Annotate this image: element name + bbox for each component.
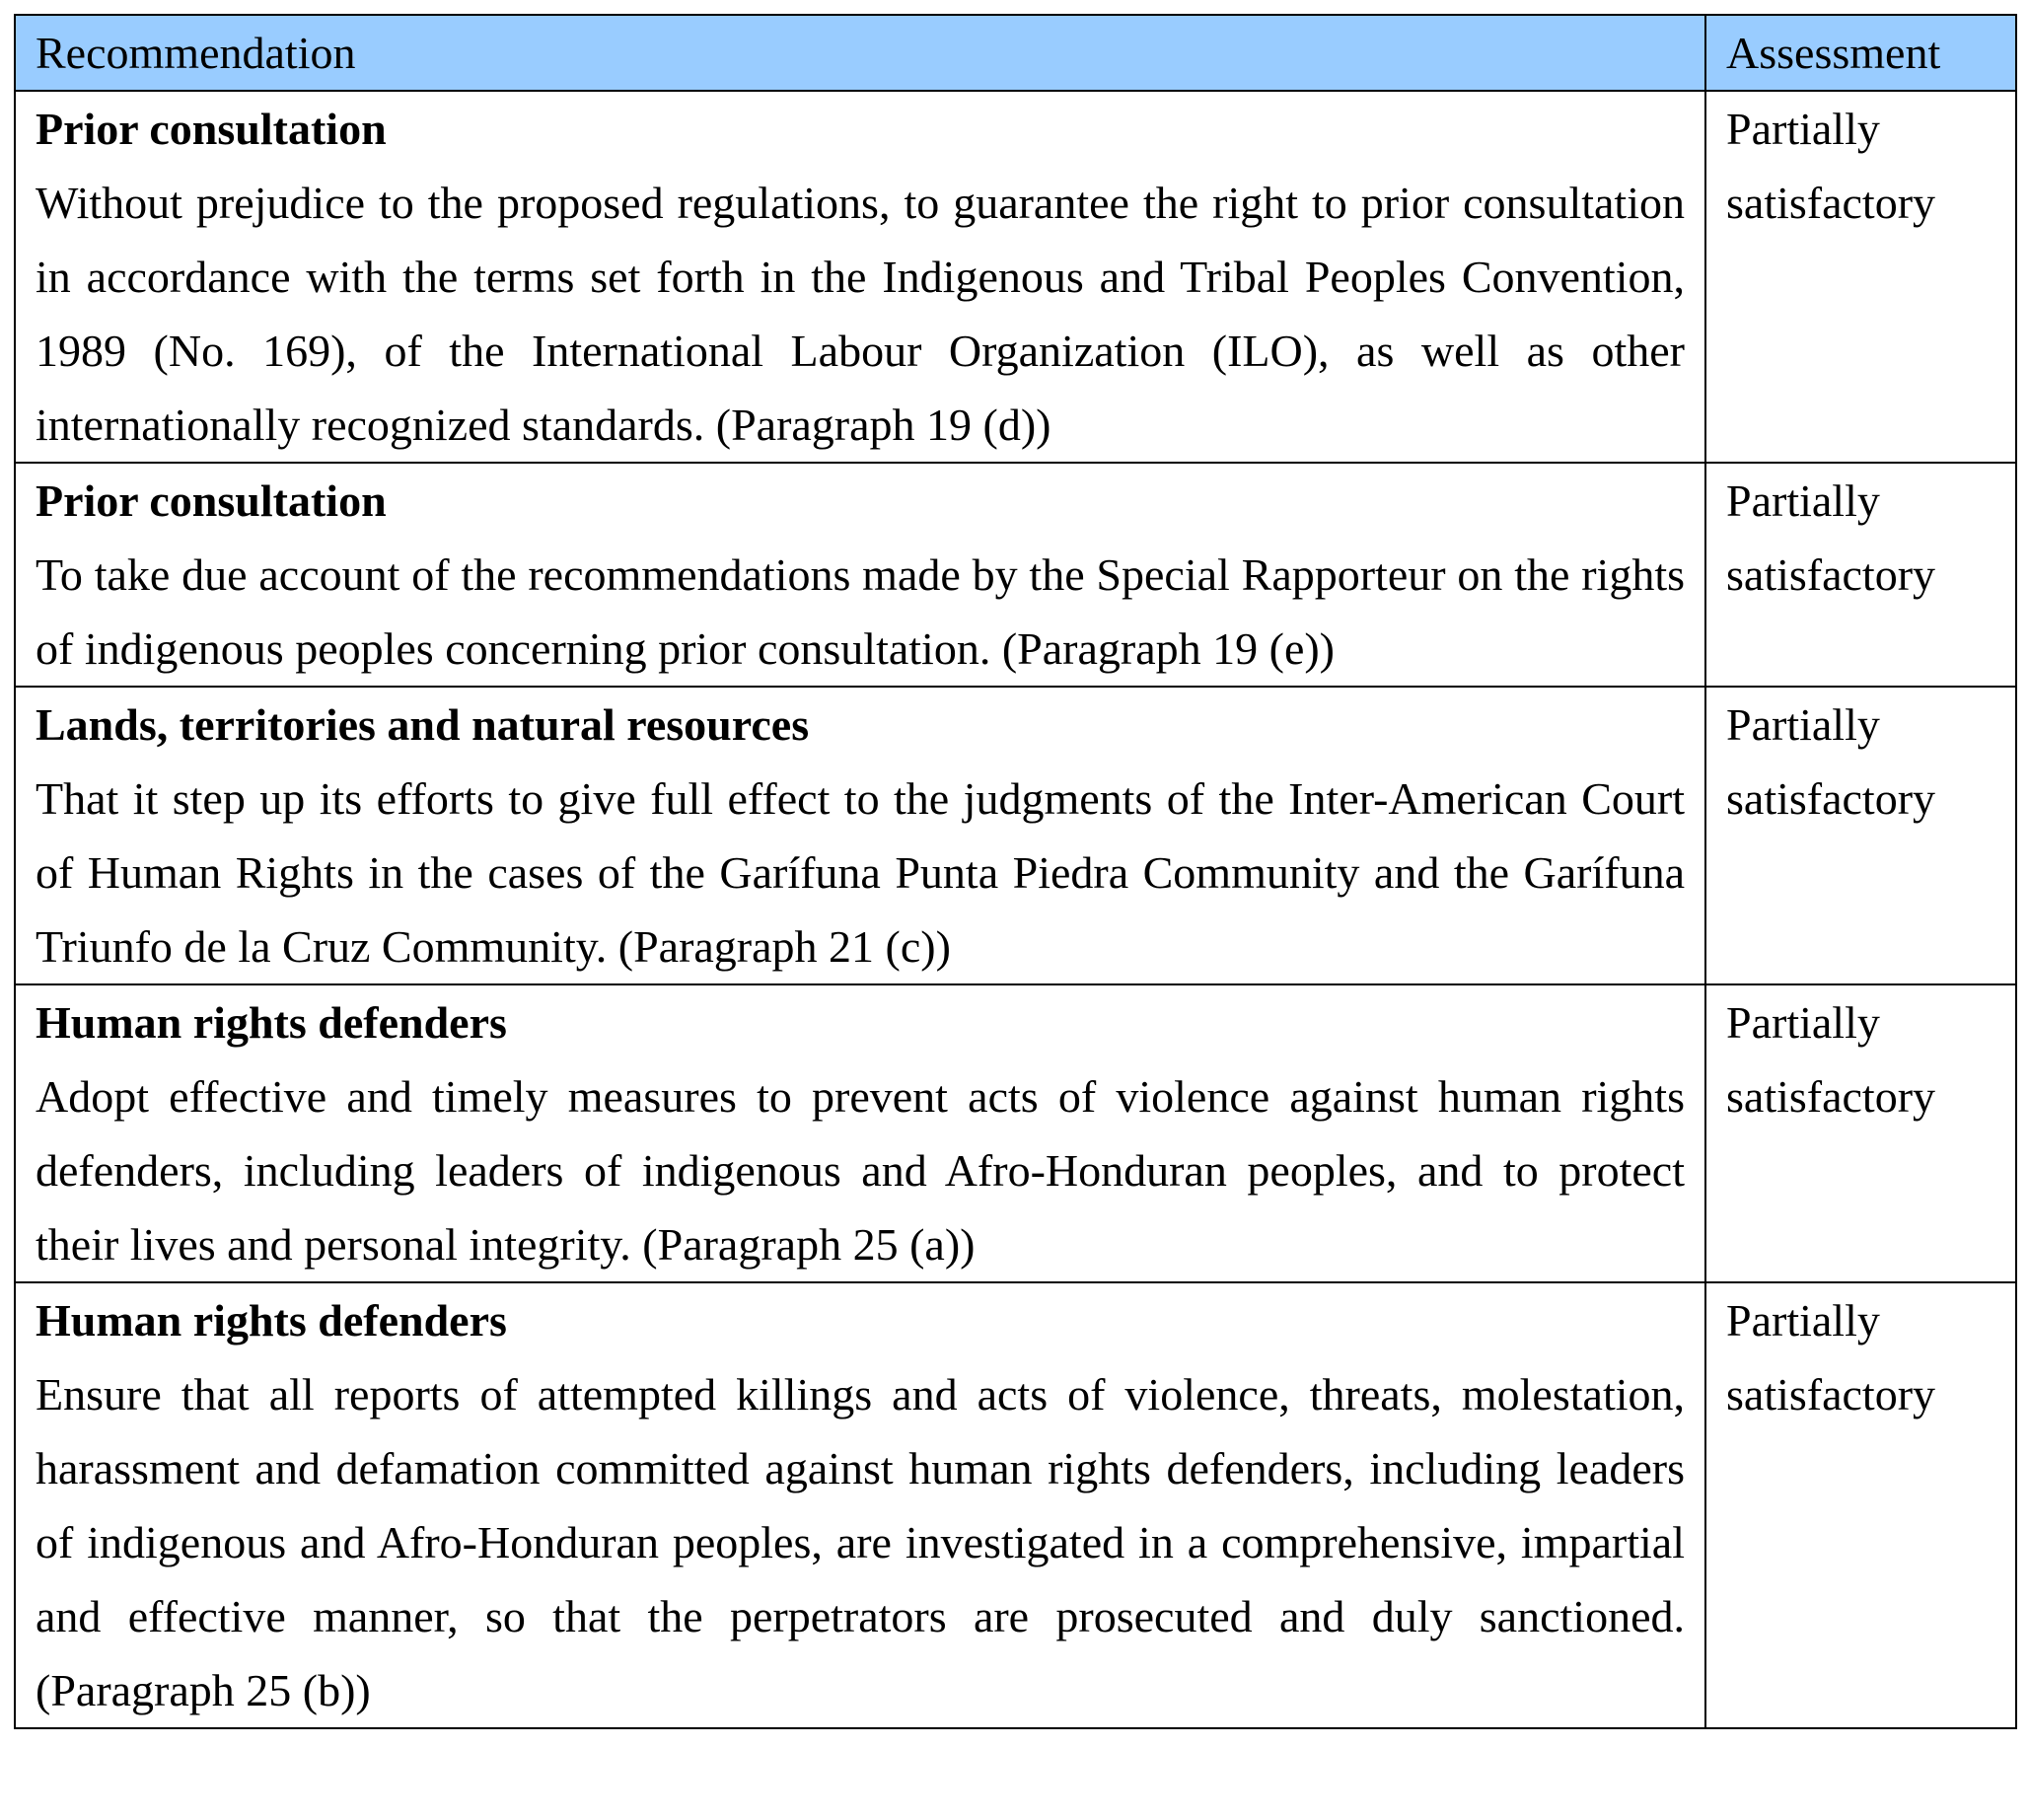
assessment-cell xyxy=(1705,984,2016,1282)
assessment-cell xyxy=(1705,1282,2016,1728)
recommendation-text: That it step up its efforts to give full effect to the judgments of the Inter-American Court of Human Rights in the cases of the Garífuna Punta Piedra Community and the Garífuna Triunfo de la Cruz Community. (Paragraph 21 (c)) xyxy=(36,773,1685,972)
recommendation-text: Without prejudice to the proposed regulations, to guarantee the right to prior consultation in accordance with the terms set forth in the Indigenous and Tribal Peoples Convention, 1989 (No. 169), of the International Labour Organization (ILO), as well as other internationally recognized standards. (Paragraph 19 (d)) xyxy=(36,178,1685,450)
table-row xyxy=(15,687,2016,984)
recommendation-title: Human rights defenders xyxy=(36,997,507,1048)
table-row xyxy=(15,91,2016,463)
recommendations-table xyxy=(14,14,2017,1729)
recommendation-title: Lands, territories and natural resources xyxy=(36,699,810,750)
column-header-assessment: Assessment xyxy=(1705,15,2016,91)
assessment-cell xyxy=(1705,463,2016,687)
assessment-value: Partially satisfactory xyxy=(1726,104,1936,228)
recommendation-text: To take due account of the recommendations made by the Special Rapporteur on the rights of indigenous peoples concerning prior consultation. (Paragraph 19 (e)) xyxy=(36,549,1685,674)
recommendation-title: Human rights defenders xyxy=(36,1295,507,1346)
recommendation-title: Prior consultation xyxy=(36,475,387,526)
assessment-value: Partially satisfactory xyxy=(1726,699,1936,824)
column-header-recommendation: Recommendation xyxy=(15,15,1705,91)
assessment-value: Partially satisfactory xyxy=(1726,475,1936,600)
assessment-value: Partially satisfactory xyxy=(1726,1295,1936,1420)
recommendation-title: Prior consultation xyxy=(36,104,387,154)
recommendation-cell xyxy=(15,91,1705,463)
table-header-row xyxy=(15,15,2016,91)
recommendation-cell xyxy=(15,1282,1705,1728)
recommendation-text: Ensure that all reports of attempted killings and acts of violence, threats, molestation, harassment and defamation committed against human rights defenders, including leaders of indigenous and Afro-Honduran peoples, are investigated in a comprehensive, impartial and effective manner, so that the perpetrators are prosecuted and duly sanctioned. (Paragraph 25 (b)) xyxy=(36,1369,1685,1715)
table-row xyxy=(15,984,2016,1282)
table-row xyxy=(15,1282,2016,1728)
recommendation-cell xyxy=(15,463,1705,687)
recommendation-cell xyxy=(15,687,1705,984)
assessment-cell xyxy=(1705,91,2016,463)
recommendation-text: Adopt effective and timely measures to prevent acts of violence against human rights defenders, including leaders of indigenous and Afro-Honduran peoples, and to protect their lives and personal integrity. (Paragraph 25 (a)) xyxy=(36,1071,1685,1270)
assessment-cell xyxy=(1705,687,2016,984)
recommendation-cell xyxy=(15,984,1705,1282)
table-row xyxy=(15,463,2016,687)
assessment-value: Partially satisfactory xyxy=(1726,997,1936,1122)
